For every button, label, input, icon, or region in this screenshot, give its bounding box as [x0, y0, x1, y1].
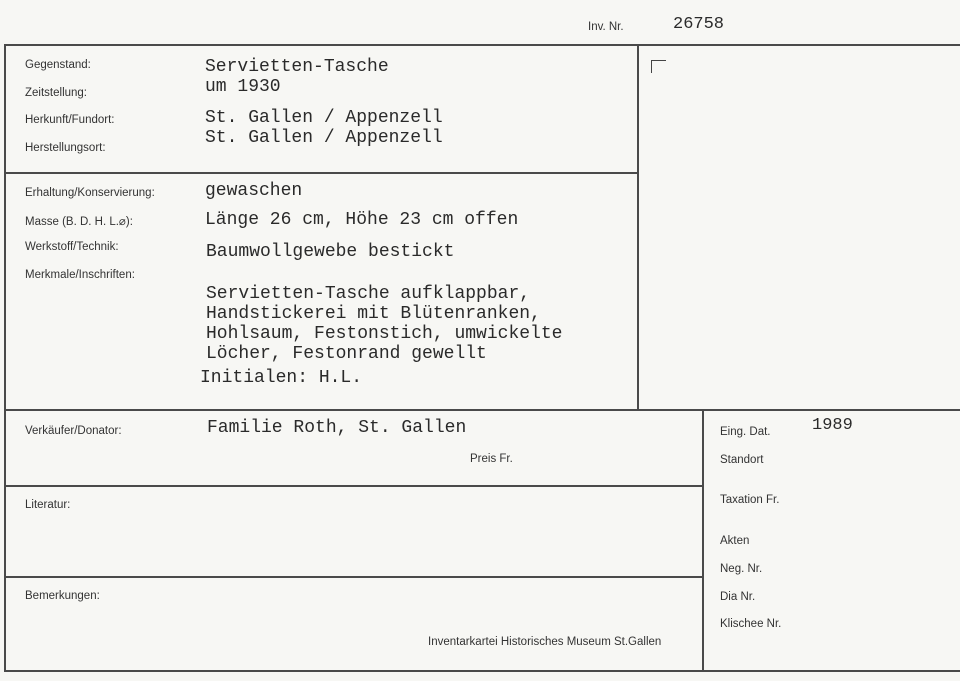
value-merkmale-line-1: Servietten-Tasche aufklappbar,: [206, 284, 531, 304]
value-merkmale-line-3: Hohlsaum, Festonstich, umwickelte: [206, 324, 563, 344]
label-merkmale: Merkmale/Inschriften:: [25, 269, 135, 281]
value-masse: Länge 26 cm, Höhe 23 cm offen: [205, 210, 519, 230]
label-literatur: Literatur:: [25, 499, 71, 511]
rule-middle: [637, 44, 639, 411]
value-gegenstand: Servietten-Tasche: [205, 57, 389, 77]
label-neg-nr: Neg. Nr.: [720, 563, 763, 575]
value-merkmale-line-4: Löcher, Festonrand gewellt: [206, 344, 487, 364]
inv-nr-label: Inv. Nr.: [588, 21, 624, 33]
footer-text: Inventarkartei Historisches Museum St.Gallen: [428, 636, 662, 648]
label-gegenstand: Gegenstand:: [25, 59, 91, 71]
label-zeitstellung: Zeitstellung:: [25, 87, 88, 99]
label-dia-nr: Dia Nr.: [720, 591, 756, 603]
value-werkstoff: Baumwollgewebe bestickt: [206, 242, 455, 262]
value-eing-dat: 1989: [812, 416, 853, 435]
label-klischee-nr: Klischee Nr.: [720, 618, 782, 630]
rule-section-4: [4, 576, 703, 578]
value-merkmale-line-2: Handstickerei mit Blütenranken,: [206, 304, 541, 324]
label-herstellungsort: Herstellungsort:: [25, 142, 106, 154]
label-eing-dat: Eing. Dat.: [720, 426, 771, 438]
label-verkaeufer: Verkäufer/Donator:: [25, 425, 122, 437]
label-preis: Preis Fr.: [470, 453, 513, 465]
value-zeitstellung: um 1930: [205, 77, 281, 97]
label-taxation: Taxation Fr.: [720, 494, 780, 506]
label-standort: Standort: [720, 454, 764, 466]
label-masse: Masse (B. D. H. L.⌀):: [25, 216, 133, 228]
value-initialen: Initialen: H.L.: [200, 368, 363, 388]
label-werkstoff: Werkstoff/Technik:: [25, 241, 119, 253]
value-herstellungsort: St. Gallen / Appenzell: [205, 128, 443, 148]
inv-nr-value: 26758: [673, 15, 725, 34]
rule-left: [4, 44, 6, 672]
value-herkunft: St. Gallen / Appenzell: [205, 108, 443, 128]
rule-section-3: [4, 485, 703, 487]
rule-right-column: [702, 409, 704, 672]
value-verkaeufer: Familie Roth, St. Gallen: [207, 418, 467, 438]
label-akten: Akten: [720, 535, 750, 547]
label-bemerkungen: Bemerkungen:: [25, 590, 100, 602]
label-herkunft: Herkunft/Fundort:: [25, 114, 115, 126]
corner-mark: [651, 60, 666, 73]
rule-section-2: [4, 409, 960, 411]
rule-top: [4, 44, 960, 46]
rule-section-1: [4, 172, 638, 174]
rule-bottom: [4, 670, 960, 672]
label-erhaltung: Erhaltung/Konservierung:: [25, 187, 155, 199]
value-erhaltung: gewaschen: [205, 181, 303, 201]
